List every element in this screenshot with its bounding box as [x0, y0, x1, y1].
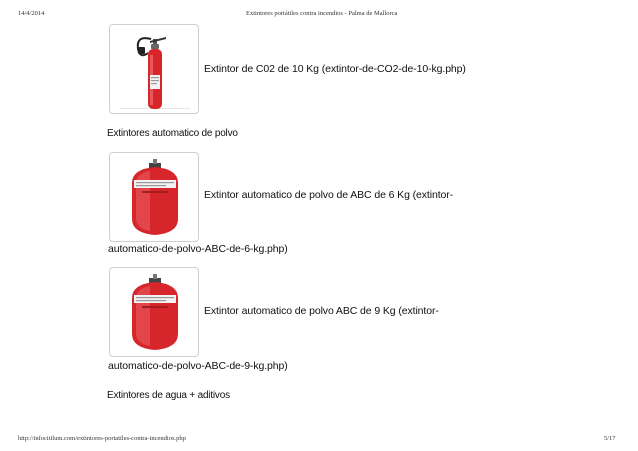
item-automatic-9kg-link-line2[interactable]: automatico-de-polvo-ABC-de-9-kg.php): [108, 360, 288, 372]
item-co2-10kg-link[interactable]: Extintor de C02 de 10 Kg (extintor-de-CO2-de-10-kg.php): [204, 63, 466, 75]
section-heading-water: Extintores de agua + aditivos: [107, 390, 230, 401]
print-title: Extintores portátiles contra incendios - Palma de Mallorca: [246, 10, 398, 17]
section-heading-powder: Extintores automatico de polvo: [107, 128, 238, 139]
item-automatic-9kg-link-line1[interactable]: Extintor automatico de polvo ABC de 9 Kg (extintor-: [204, 305, 439, 317]
page-number: 5/17: [604, 435, 616, 442]
print-date: 14/4/2014: [18, 10, 45, 17]
co2-extinguisher-image: [109, 24, 199, 114]
item-automatic-6kg-link-line1[interactable]: Extintor automatico de polvo de ABC de 6 Kg (extintor-: [204, 189, 454, 201]
footer-url: http://infocitilum.com/extintores-portatiles-contra-incendios.php: [18, 435, 186, 442]
automatic-powder-9kg-image: [109, 267, 199, 357]
automatic-powder-6kg-image: [109, 152, 199, 242]
item-automatic-6kg-link-line2[interactable]: automatico-de-polvo-ABC-de-6-kg.php): [108, 243, 288, 255]
